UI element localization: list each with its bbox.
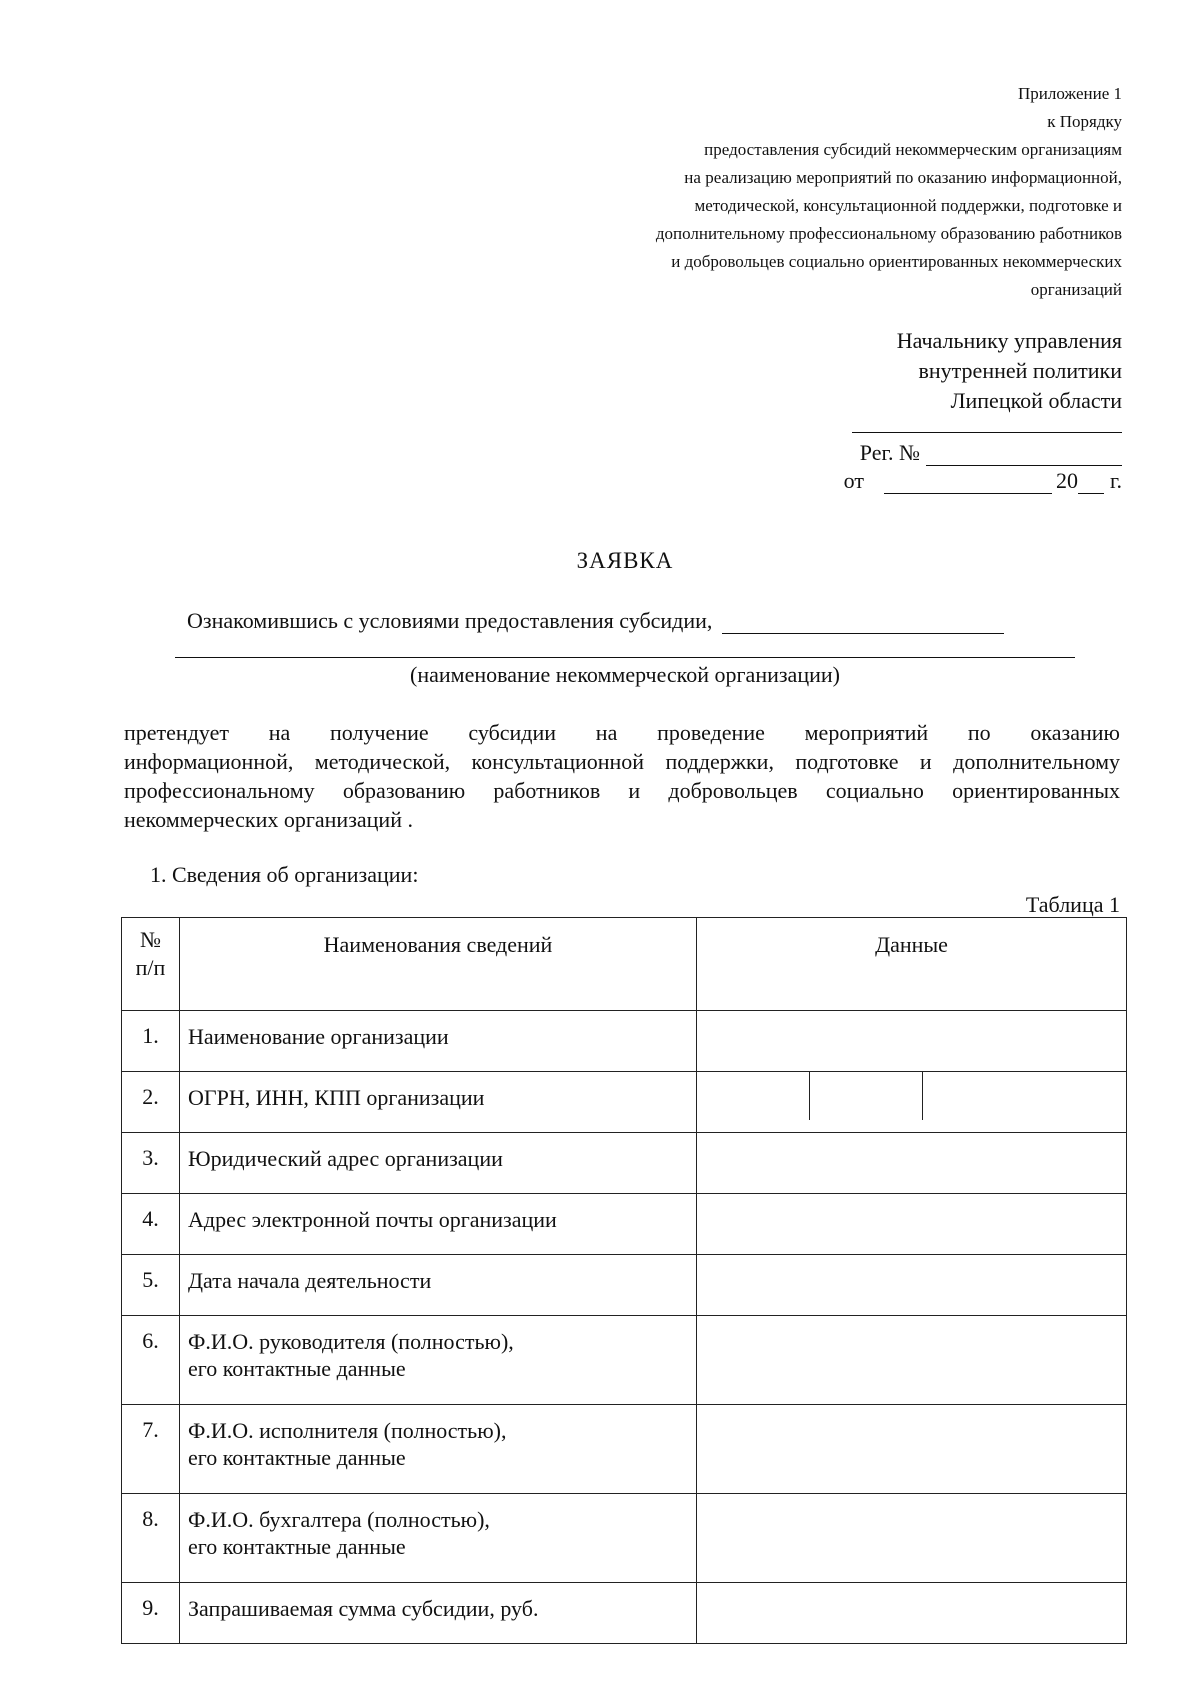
section-heading: 1. Сведения об организации: bbox=[150, 862, 419, 887]
appendix-line: на реализацию мероприятий по оказанию информационной, bbox=[684, 168, 1122, 187]
addressee-signature-line bbox=[852, 432, 1122, 433]
row-name-line2: его контактные данные bbox=[188, 1445, 406, 1470]
row-data-cell[interactable] bbox=[697, 1405, 1127, 1494]
registration-number-row bbox=[860, 440, 1122, 466]
row-data-cell[interactable] bbox=[697, 1133, 1127, 1194]
appendix-line: и добровольцев социально ориентированных некоммерческих bbox=[671, 252, 1122, 271]
table-row bbox=[122, 1133, 1127, 1194]
row-data-cell[interactable] bbox=[697, 1194, 1127, 1255]
row-name: Юридический адрес организации bbox=[180, 1133, 697, 1194]
table-row bbox=[122, 1405, 1127, 1494]
date-blank[interactable] bbox=[884, 473, 1052, 494]
row-name: Дата начала деятельности bbox=[180, 1255, 697, 1316]
intro-line bbox=[187, 608, 1004, 634]
table-caption: Таблица 1 bbox=[1025, 892, 1120, 917]
row-num: 5. bbox=[122, 1255, 180, 1316]
body-line: профессиональному образованию работников и добровольцев социально ориентированных bbox=[124, 778, 1120, 803]
table-row bbox=[122, 1011, 1127, 1072]
reg-label: Рег. № bbox=[859, 440, 920, 465]
header-data: Данные bbox=[697, 918, 1127, 1011]
table-row bbox=[122, 1583, 1127, 1644]
header-name: Наименования сведений bbox=[180, 918, 697, 1011]
year-blank[interactable] bbox=[1078, 473, 1104, 494]
row-name: Адрес электронной почты организации bbox=[180, 1194, 697, 1255]
table-row bbox=[122, 1072, 1127, 1133]
appendix-line: методической, консультационной поддержки, подготовке и bbox=[694, 196, 1122, 215]
body-line: претендует на получение субсидии на проведение мероприятий по оказанию bbox=[124, 720, 1120, 745]
table-row bbox=[122, 1316, 1127, 1405]
row-name: Запрашиваемая сумма субсидии, руб. bbox=[180, 1583, 697, 1644]
row-name-line1: Ф.И.О. бухгалтера (полностью), bbox=[188, 1507, 490, 1532]
row-num: 2. bbox=[122, 1072, 180, 1133]
org-name-blank[interactable] bbox=[722, 613, 1004, 634]
row-data-cell-split bbox=[697, 1072, 1127, 1133]
date-prefix: от bbox=[843, 468, 864, 493]
header-num-line2: п/п bbox=[135, 955, 166, 980]
document-title: ЗАЯВКА bbox=[576, 548, 674, 573]
table-row bbox=[122, 1255, 1127, 1316]
header-num-line1: № bbox=[140, 927, 161, 952]
body-paragraph bbox=[124, 718, 1120, 834]
row-num: 6. bbox=[122, 1316, 180, 1405]
row-name bbox=[180, 1405, 697, 1494]
addressee-line: Липецкой области bbox=[950, 388, 1122, 413]
addressee-line: внутренней политики bbox=[918, 358, 1122, 383]
row-data-cell[interactable] bbox=[697, 1583, 1127, 1644]
appendix-line: предоставления субсидий некоммерческим организациям bbox=[704, 140, 1122, 159]
body-line: информационной, методической, консультационной поддержки, подготовке и дополнительному bbox=[124, 749, 1120, 774]
row-data-cell[interactable] bbox=[697, 1494, 1127, 1583]
inn-cell[interactable] bbox=[809, 1072, 922, 1120]
appendix-header bbox=[482, 80, 1122, 304]
appendix-line: дополнительному профессиональному образованию работников bbox=[655, 224, 1122, 243]
row-num: 8. bbox=[122, 1494, 180, 1583]
table-row bbox=[122, 1494, 1127, 1583]
row-name: Наименование организации bbox=[180, 1011, 697, 1072]
row-num: 1. bbox=[122, 1011, 180, 1072]
year-suffix: г. bbox=[1109, 468, 1122, 493]
row-name bbox=[180, 1494, 697, 1583]
row-data-cell[interactable] bbox=[697, 1316, 1127, 1405]
reg-number-blank[interactable] bbox=[926, 445, 1122, 466]
row-name-line2: его контактные данные bbox=[188, 1356, 406, 1381]
row-data-cell[interactable] bbox=[697, 1011, 1127, 1072]
addressee-block bbox=[702, 326, 1122, 416]
org-name-caption: (наименование некоммерческой организации) bbox=[410, 662, 840, 687]
header-num bbox=[122, 918, 180, 1011]
organization-info-table bbox=[121, 917, 1127, 1644]
table-row bbox=[122, 1194, 1127, 1255]
intro-text: Ознакомившись с условиями предоставления субсидии, bbox=[187, 608, 713, 633]
row-name: ОГРН, ИНН, КПП организации bbox=[180, 1072, 697, 1133]
row-num: 3. bbox=[122, 1133, 180, 1194]
row-name-line1: Ф.И.О. руководителя (полностью), bbox=[188, 1329, 514, 1354]
appendix-line: к Порядку bbox=[1047, 112, 1122, 131]
row-data-cell[interactable] bbox=[697, 1255, 1127, 1316]
addressee-line: Начальнику управления bbox=[896, 328, 1122, 353]
body-line: некоммерческих организаций . bbox=[124, 807, 413, 832]
table-header-row bbox=[122, 918, 1127, 1011]
kpp-cell[interactable] bbox=[922, 1072, 1126, 1120]
row-name-line1: Ф.И.О. исполнителя (полностью), bbox=[188, 1418, 507, 1443]
registration-date-row bbox=[844, 468, 1122, 494]
row-name bbox=[180, 1316, 697, 1405]
row-num: 4. bbox=[122, 1194, 180, 1255]
row-num: 9. bbox=[122, 1583, 180, 1644]
row-name-line2: его контактные данные bbox=[188, 1534, 406, 1559]
appendix-line: организаций bbox=[1030, 280, 1122, 299]
year-prefix: 20 bbox=[1055, 468, 1078, 493]
org-name-line[interactable] bbox=[175, 657, 1075, 658]
appendix-line: Приложение 1 bbox=[1018, 84, 1122, 103]
row-num: 7. bbox=[122, 1405, 180, 1494]
ogrn-cell[interactable] bbox=[697, 1072, 809, 1120]
